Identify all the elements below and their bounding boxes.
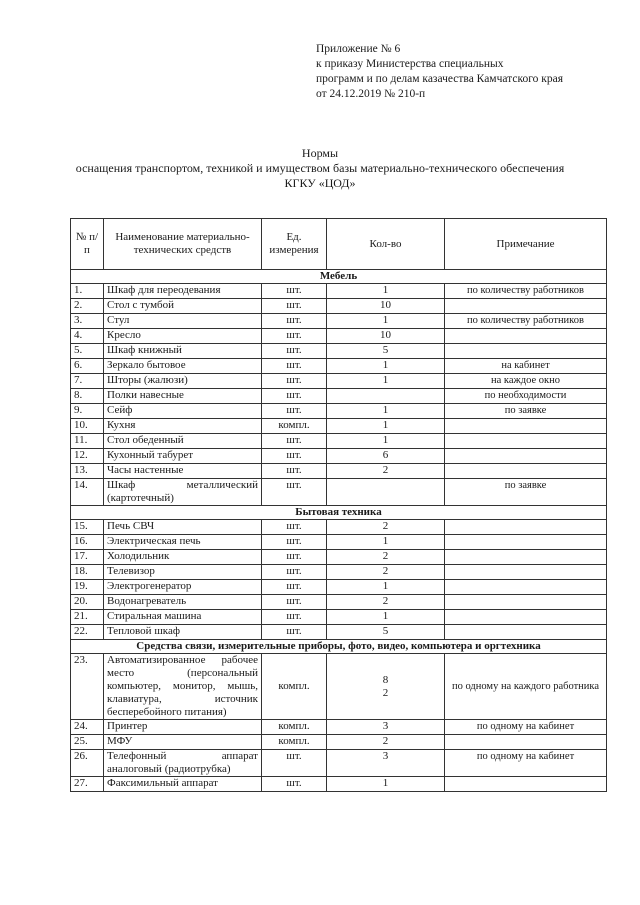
cell-note [445,625,607,640]
appendix-line: Приложение № 6 [316,43,401,55]
table-row [71,625,607,640]
table-row [71,284,607,299]
cell-num: 26. [71,750,104,777]
cell-name: Шкаф металлический (картотечный) [104,479,262,506]
cell-note [445,434,607,449]
header-qty: Кол-во [327,219,445,270]
cell-num: 16. [71,535,104,550]
cell-note: по количеству работников [445,314,607,329]
cell-unit: шт. [262,520,327,535]
cell-note [445,329,607,344]
table-row [71,314,607,329]
document-title [0,146,640,191]
cell-unit: шт. [262,750,327,777]
cell-note [445,419,607,434]
cell-qty: 2 [327,595,445,610]
table-row [71,550,607,565]
table-row [71,735,607,750]
cell-num: 18. [71,565,104,580]
cell-unit: шт. [262,535,327,550]
cell-name: Принтер [104,720,262,735]
cell-qty: 8 2 [327,654,445,720]
section-row [71,506,607,520]
cell-qty: 5 [327,344,445,359]
cell-name: Печь СВЧ [104,520,262,535]
cell-num: 6. [71,359,104,374]
cell-num: 22. [71,625,104,640]
table-row [71,449,607,464]
section-title: Мебель [71,270,607,284]
table-row [71,720,607,735]
cell-qty: 2 [327,550,445,565]
cell-unit: компл. [262,735,327,750]
cell-unit: шт. [262,479,327,506]
cell-num: 19. [71,580,104,595]
table-row [71,464,607,479]
cell-note [445,735,607,750]
cell-unit: шт. [262,299,327,314]
cell-num: 25. [71,735,104,750]
norms-table [70,218,607,792]
cell-unit: шт. [262,344,327,359]
cell-note: по заявке [445,404,607,419]
table-row [71,750,607,777]
cell-qty: 1 [327,434,445,449]
cell-name: Автоматизированное рабочее место (персональный компьютер, монитор, мышь, клавиатура, источник бесперебойного питания) [104,654,262,720]
cell-num: 20. [71,595,104,610]
cell-note [445,777,607,792]
cell-qty: 2 [327,735,445,750]
table-header-row [71,219,607,270]
cell-unit: шт. [262,284,327,299]
cell-unit: шт. [262,434,327,449]
header-unit: Ед. измерения [262,219,327,270]
table-row [71,359,607,374]
cell-name: Телевизор [104,565,262,580]
cell-note: по одному на каждого работника [445,654,607,720]
table-row [71,299,607,314]
cell-num: 15. [71,520,104,535]
section-title: Бытовая техника [71,506,607,520]
appendix-line: от 24.12.2019 № 210-п [316,88,426,100]
cell-note: по одному на кабинет [445,720,607,735]
cell-name: Факсимильный аппарат [104,777,262,792]
cell-unit: шт. [262,565,327,580]
cell-name: Зеркало бытовое [104,359,262,374]
cell-unit: шт. [262,374,327,389]
cell-name: Кресло [104,329,262,344]
cell-unit: шт. [262,314,327,329]
cell-num: 13. [71,464,104,479]
header-name: Наименование материально-технических средств [104,219,262,270]
cell-note [445,464,607,479]
cell-name: Стол обеденный [104,434,262,449]
cell-note [445,610,607,625]
table-row [71,535,607,550]
cell-qty: 3 [327,750,445,777]
cell-qty: 1 [327,404,445,419]
cell-note [445,299,607,314]
table-row [71,654,607,720]
cell-qty: 1 [327,419,445,434]
cell-num: 3. [71,314,104,329]
table-row [71,565,607,580]
cell-qty: 1 [327,359,445,374]
cell-qty: 2 [327,464,445,479]
table-row [71,580,607,595]
cell-unit: шт. [262,464,327,479]
cell-note [445,449,607,464]
cell-num: 12. [71,449,104,464]
cell-qty: 10 [327,329,445,344]
cell-qty: 3 [327,720,445,735]
cell-unit: компл. [262,654,327,720]
cell-note [445,550,607,565]
cell-note: по необходимости [445,389,607,404]
table-row [71,777,607,792]
table-row [71,434,607,449]
cell-qty [327,389,445,404]
cell-num: 2. [71,299,104,314]
cell-name: Холодильник [104,550,262,565]
cell-unit: шт. [262,359,327,374]
appendix-line: программ и по делам казачества Камчатского края [316,73,563,85]
cell-qty: 1 [327,314,445,329]
cell-unit: шт. [262,610,327,625]
cell-unit: шт. [262,449,327,464]
cell-note: по количеству работников [445,284,607,299]
cell-num: 11. [71,434,104,449]
cell-note [445,520,607,535]
cell-note: на кабинет [445,359,607,374]
cell-note [445,344,607,359]
table-row [71,344,607,359]
section-row [71,270,607,284]
cell-qty: 1 [327,284,445,299]
cell-unit: шт. [262,625,327,640]
section-title: Средства связи, измерительные приборы, фото, видео, компьютера и оргтехника [71,640,607,654]
table-body [71,270,607,792]
cell-unit: компл. [262,419,327,434]
table-row [71,520,607,535]
cell-num: 10. [71,419,104,434]
table-row [71,479,607,506]
section-row [71,640,607,654]
cell-num: 21. [71,610,104,625]
cell-qty: 1 [327,374,445,389]
appendix-block [316,42,563,102]
title-line: КГКУ «ЦОД» [284,176,356,190]
cell-note [445,595,607,610]
cell-num: 23. [71,654,104,720]
cell-name: Шкаф для переодевания [104,284,262,299]
cell-name: Стиральная машина [104,610,262,625]
header-num: № п/п [71,219,104,270]
cell-unit: шт. [262,329,327,344]
cell-unit: компл. [262,720,327,735]
cell-name: Кухонный табурет [104,449,262,464]
title-line: Нормы [301,146,339,160]
cell-unit: шт. [262,580,327,595]
cell-qty: 2 [327,565,445,580]
cell-name: Водонагреватель [104,595,262,610]
cell-num: 27. [71,777,104,792]
appendix-line: к приказу Министерства специальных [316,58,504,70]
cell-name: Тепловой шкаф [104,625,262,640]
header-note: Примечание [445,219,607,270]
cell-qty: 1 [327,535,445,550]
cell-note [445,580,607,595]
cell-unit: шт. [262,389,327,404]
cell-note: по одному на кабинет [445,750,607,777]
cell-num: 8. [71,389,104,404]
table-row [71,389,607,404]
cell-name: Шторы (жалюзи) [104,374,262,389]
cell-name: Электрогенератор [104,580,262,595]
cell-qty: 1 [327,777,445,792]
cell-num: 24. [71,720,104,735]
cell-name: Кухня [104,419,262,434]
cell-num: 14. [71,479,104,506]
table-row [71,610,607,625]
cell-unit: шт. [262,550,327,565]
cell-num: 4. [71,329,104,344]
cell-num: 17. [71,550,104,565]
table-row [71,329,607,344]
cell-num: 7. [71,374,104,389]
cell-name: Стул [104,314,262,329]
cell-qty: 1 [327,610,445,625]
cell-name: Стол с тумбой [104,299,262,314]
table-row [71,595,607,610]
cell-note: по заявке [445,479,607,506]
cell-name: Электрическая печь [104,535,262,550]
cell-qty: 2 [327,520,445,535]
table-row [71,374,607,389]
cell-qty: 5 [327,625,445,640]
cell-qty: 10 [327,299,445,314]
cell-num: 1. [71,284,104,299]
cell-unit: шт. [262,404,327,419]
title-line: оснащения транспортом, техникой и имуществом базы материально-технического обеспечения [75,161,565,175]
table-row [71,419,607,434]
cell-note [445,565,607,580]
cell-name: Сейф [104,404,262,419]
cell-num: 9. [71,404,104,419]
cell-name: Полки навесные [104,389,262,404]
cell-qty: 1 [327,580,445,595]
cell-qty [327,479,445,506]
cell-name: Часы настенные [104,464,262,479]
cell-unit: шт. [262,777,327,792]
table-row [71,404,607,419]
cell-note [445,535,607,550]
cell-note: на каждое окно [445,374,607,389]
cell-name: Шкаф книжный [104,344,262,359]
cell-num: 5. [71,344,104,359]
cell-qty: 6 [327,449,445,464]
cell-name: Телефонный аппарат аналоговый (радиотрубка) [104,750,262,777]
cell-name: МФУ [104,735,262,750]
cell-unit: шт. [262,595,327,610]
